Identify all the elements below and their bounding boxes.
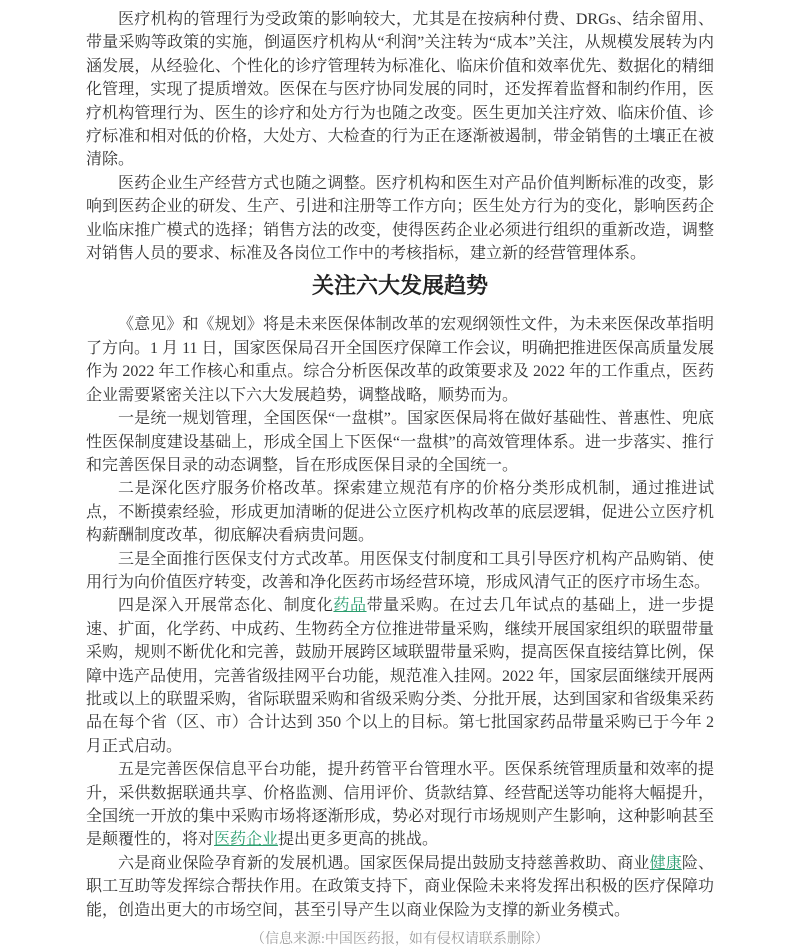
paragraph-trend-4 — [86, 594, 714, 758]
section-heading: 关注六大发展趋势 — [311, 273, 488, 299]
paragraph-trend-1 — [86, 407, 714, 477]
paragraph-text: 六是商业保险孕育新的发展机遇。国家医保局提出鼓励支持慈善救助、商业 — [118, 854, 650, 872]
paragraph-intro-2 — [86, 172, 714, 266]
paragraph-text: 四是深入开展常态化、制度化 — [118, 597, 334, 615]
paragraph-text: 医疗机构的管理行为受政策的影响较大，尤其是在按病种付费、DRGs、结余留用、带量采购等政策的实施，倒逼医疗机构从“利润”关注转为“成本”关注，从规模发展转为内涵发展，从经验化、个性化的诊疗管理转为标准化、临床价值和效率优先、数据化的精细化管理，实现了提质增效。医保在与医疗协同发展的同时，还发挥着监督和制约作用，医疗机构管理行为、医生的诊疗和处方行为也随之改变。医生更加关注疗效、临床价值、诊疗标准和相对低的价格，大处方、大检查的行为正在逐渐被遏制，带金销售的土壤正在被清除。 — [86, 11, 714, 169]
paragraph-text: 三是全面推行医保支付方式改革。用医保支付制度和工具引导医疗机构产品购销、使用行为向价值医疗转变，改善和净化医药市场经营环境，形成风清气正的医疗市场生态。 — [86, 550, 714, 591]
drug-link[interactable]: 药品 — [333, 597, 367, 615]
pharma-company-link[interactable]: 医药企业 — [214, 831, 279, 849]
paragraph-text: 二是深化医疗服务价格改革。探索建立规范有序的价格分类形成机制，通过推进试点，不断摸索经验，形成更加清晰的促进公立医疗机构改革的底层逻辑，促进公立医疗机构薪酬制度改革，彻底解决看病贵问题。 — [86, 480, 714, 545]
paragraph-trend-6 — [86, 852, 714, 922]
paragraph-text: 提出更多更高的挑战。 — [278, 831, 439, 849]
paragraph-overview — [86, 313, 714, 407]
health-link[interactable]: 健康 — [649, 854, 682, 872]
paragraph-text: 一是统一规划管理，全国医保“一盘棋”。国家医保局将在做好基础性、普惠性、兜底性医保制度建设基础上，形成全国上下医保“一盘棋”的高效管理体系。进一步落实、推行和完善医保目录的动态调整，旨在形成医保目录的全国统一。 — [86, 410, 714, 474]
paragraph-trend-3 — [86, 548, 714, 595]
paragraph-text: 险、职工互助等发挥综合帮扶作用。在政策支持下，商业保险未来将发挥出积极的医疗保障功能，创造出更大的市场空间，甚至引导产生以商业保险为支撑的新业务模式。 — [86, 854, 714, 919]
paragraph-text: 医药企业生产经营方式也随之调整。医疗机构和医生对产品价值判断标准的改变，影响到医药企业的研发、生产、引进和注册等工作方向；医生处方行为的变化，影响医药企业临床推广模式的选择；销售方法的改变，使得医药企业必须进行组织的重新改造，调整对销售人员的要求、标准及各岗位工作中的考核指标，建立新的经营管理体系。 — [86, 174, 714, 263]
paragraph-text: 五是完善医保信息平台功能，提升药管平台管理水平。医保系统管理质量和效率的提升，采供数据联通共享、价格监测、信用评价、货款结算、经营配送等功能将大幅提升，全国统一开放的集中采购市场将逐渐形成，势必对现行市场规则产生影响，这种影响甚至是颠覆性的，将对 — [86, 761, 714, 849]
paragraph-trend-5 — [86, 758, 714, 852]
source-note: （信息来源:中国医药报，如有侵权请联系删除） — [251, 932, 549, 948]
paragraph-text: 《意见》和《规划》将是未来医保体制改革的宏观纲领性文件，为未来医保改革指明了方向。1 月 11 日，国家医保局召开全国医疗保障工作会议，明确把推进医保高质量发展作为 2022 年工作核心和重点。综合分析医保改革的政策要求及 2022 年的工作重点，医药企业需要紧密关注以下六大发展趋势，调整战略，顺势而为。 — [86, 316, 714, 404]
paragraph-trend-2 — [86, 477, 714, 547]
paragraph-intro-1 — [86, 8, 714, 172]
paragraph-text: 带量采购。在过去几年试点的基础上，进一步提速、扩面，化学药、中成药、生物药全方位推进带量采购，继续开展国家组织的联盟带量采购，规则不断优化和完善，鼓励开展跨区域联盟带量采购，提高医保直接结算比例，保障中选产品使用，完善省级挂网平台功能，规范准入挂网。2022 年，国家层面继续开展两批或以上的联盟采购，省际联盟采购和省级采购分类、分批开展，达到国家和省级集采药品在每个省（区、市）合计达到 350 个以上的目标。第七批国家药品带量采购已于今年 2 月正式启动。 — [86, 597, 715, 755]
